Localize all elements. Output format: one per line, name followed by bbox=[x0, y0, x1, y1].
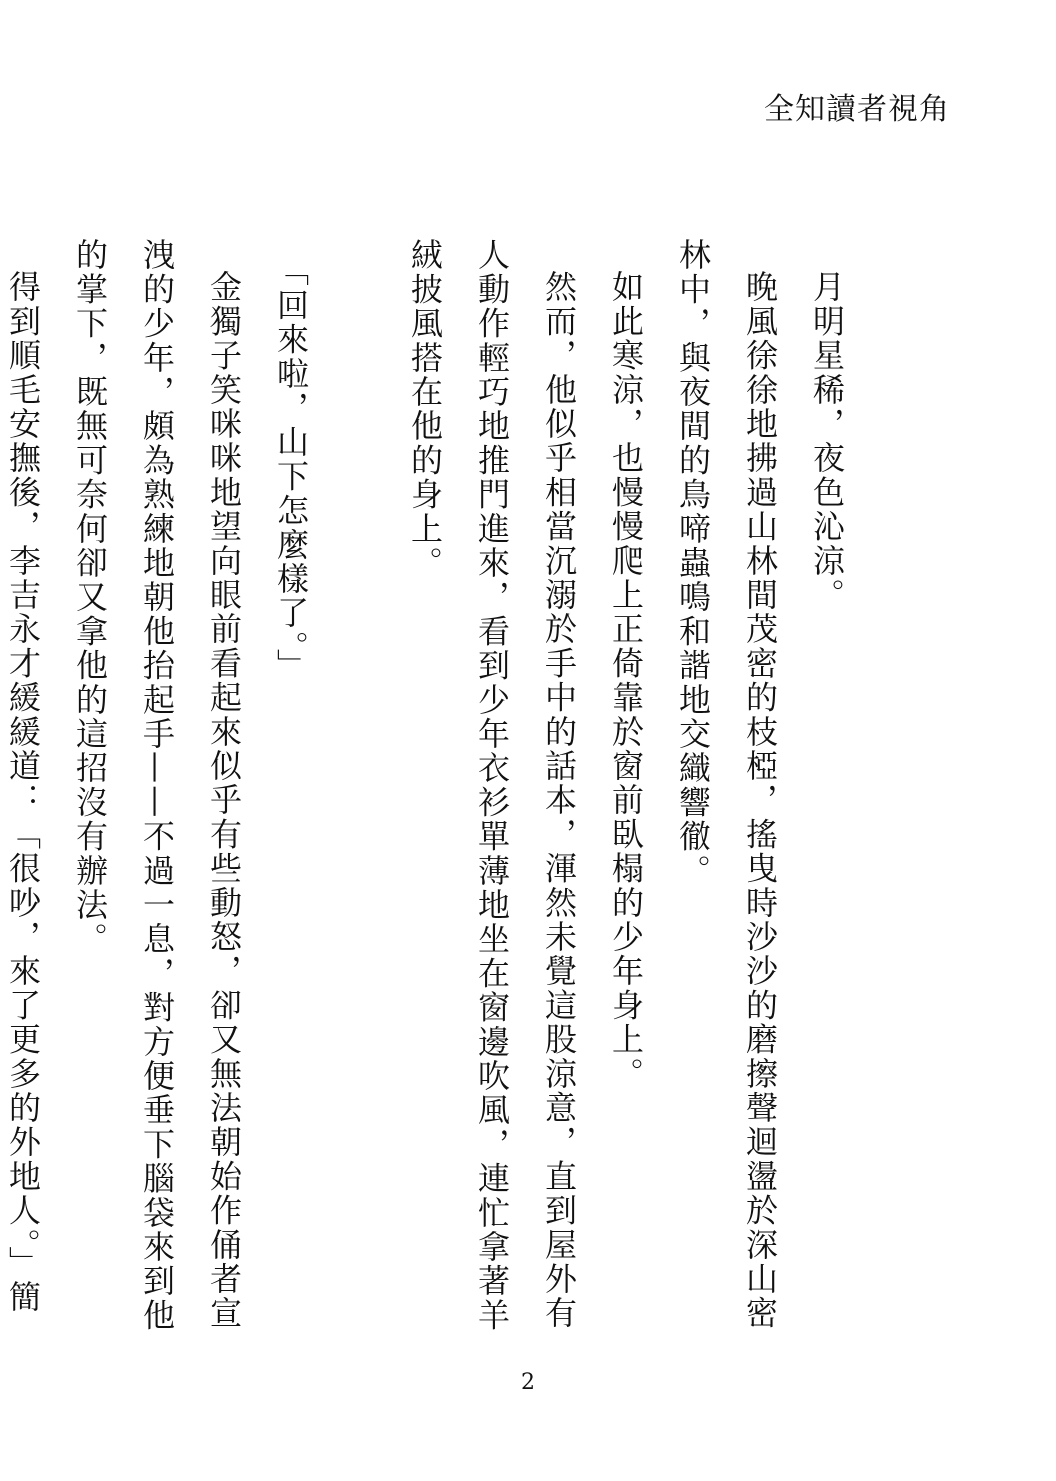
paragraph-5-dialogue: 「回來啦，山下怎麼樣了。」 bbox=[272, 254, 310, 683]
paragraph-2: 晚風徐徐地拂過山林間茂密的枝椏，搖曳時沙沙的磨擦聲迴盪於深山密林中，與夜間的鳥啼蟲鳴和諧地交織響徹。 bbox=[674, 238, 779, 1331]
page-number: 2 bbox=[521, 1370, 535, 1395]
paragraph-6: 金獨子笑咪咪地望向眼前看起來似乎有些動怒，卻又無法朝始作俑者宣洩的少年，頗為熟練地朝他抬起手——不過一息，對方便垂下腦袋來到他的掌下，既無可奈何卻又拿他的這招沒有辦法。 bbox=[71, 238, 243, 1333]
vertical-body-text bbox=[4, 238, 860, 1338]
running-header-title: 全知讀者視角 bbox=[764, 92, 950, 127]
paragraph-spacer bbox=[324, 238, 391, 1338]
paragraph-7: 得到順毛安撫後，李吉永才緩緩道：「很吵，來了更多的外地人。」簡 bbox=[4, 270, 42, 1315]
paragraph-4: 然而，他似乎相當沉溺於手中的話本，渾然未覺這股涼意，直到屋外有人動作輕巧地推門進來，看到少年衣衫單薄地坐在窗邊吹風，連忙拿著羊絨披風搭在他的身上。 bbox=[406, 238, 578, 1333]
paragraph-3: 如此寒涼，也慢慢爬上正倚靠於窗前臥榻的少年身上。 bbox=[607, 270, 645, 1091]
paragraph-1: 月明星稀，夜色沁涼。 bbox=[808, 270, 846, 612]
